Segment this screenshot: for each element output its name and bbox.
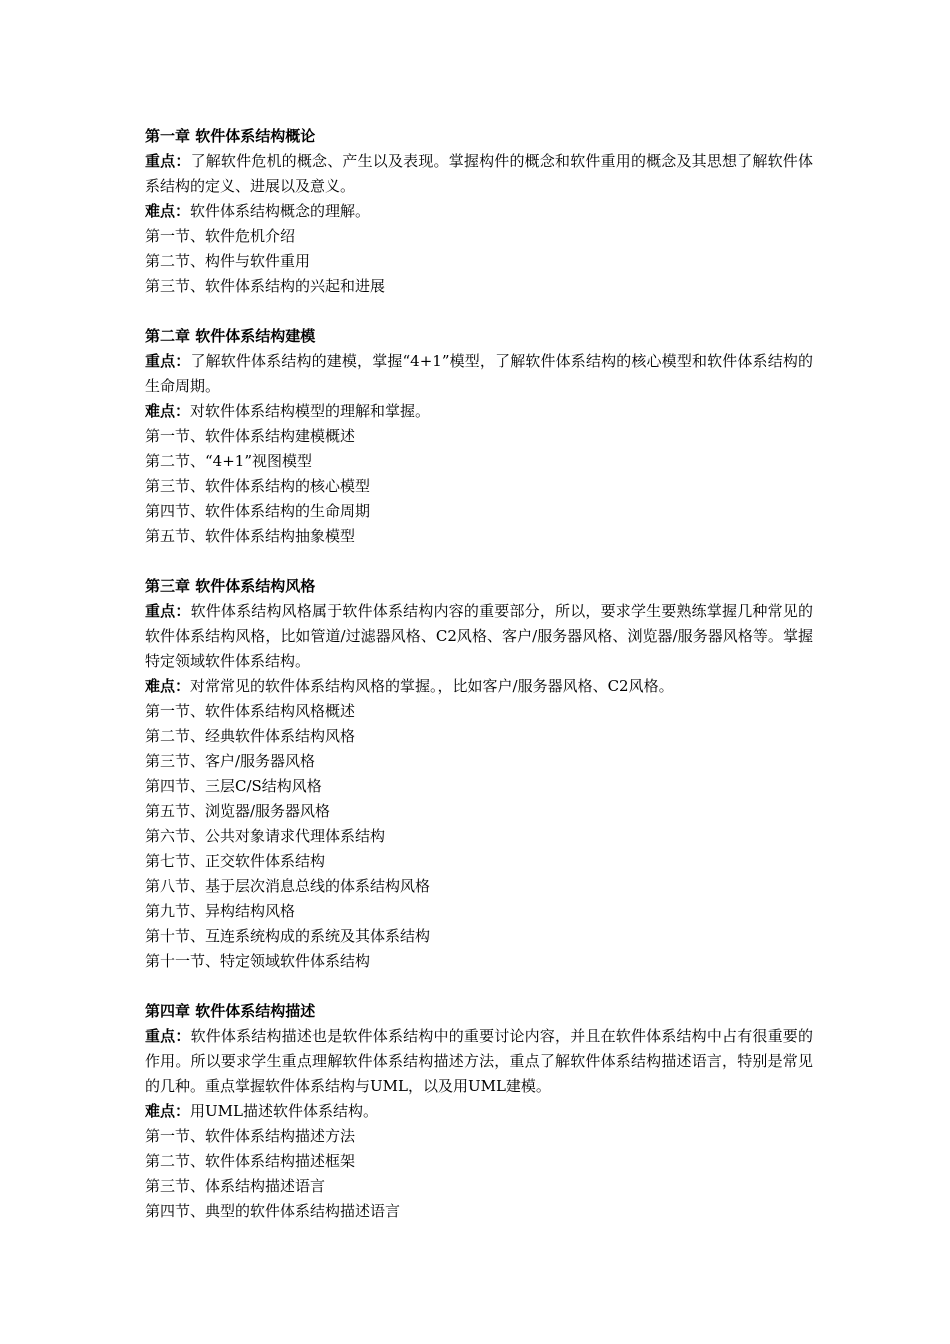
difficulty-text: 对常常见的软件体系结构风格的掌握。，比如客户/服务器风格、C2风格。 (190, 677, 674, 695)
difficulty-label: 难点： (145, 677, 191, 695)
difficulty-text: 软件体系结构概念的理解。 (190, 202, 371, 220)
chapter-2 (145, 324, 813, 549)
section-item: 第三节、软件体系结构的核心模型 (145, 477, 371, 495)
section-item: 第四节、软件体系结构的生命周期 (145, 502, 371, 520)
section-item: 第二节、经典软件体系结构风格 (145, 727, 356, 745)
section-item: 第四节、典型的软件体系结构描述语言 (145, 1202, 401, 1220)
difficulty (145, 674, 813, 699)
difficulty (145, 1099, 813, 1124)
key-points (145, 349, 813, 399)
chapter-title: 第一章 软件体系结构概论 (145, 127, 316, 145)
section-item: 第一节、软件体系结构风格概述 (145, 702, 356, 720)
difficulty-label: 难点： (145, 202, 191, 220)
section-item: 第七节、正交软件体系结构 (145, 852, 326, 870)
difficulty (145, 399, 813, 424)
section-item: 第六节、公共对象请求代理体系结构 (145, 827, 386, 845)
section-item: 第二节、构件与软件重用 (145, 252, 311, 270)
section-item: 第十一节、特定领域软件体系结构 (145, 952, 371, 970)
key-text: 了解软件体系结构的建模，掌握“4+1”模型，了解软件体系结构的核心模型和软件体系结构的生命周期。 (145, 352, 813, 395)
difficulty-label: 难点： (145, 1102, 191, 1120)
section-item: 第五节、软件体系结构抽象模型 (145, 527, 356, 545)
chapter-4 (145, 999, 813, 1224)
section-item: 第四节、三层C/S结构风格 (145, 777, 322, 795)
key-text: 软件体系结构描述也是软件体系结构中的重要讨论内容，并且在软件体系结构中占有很重要的作用。所以要求学生重点理解软件体系结构描述方法，重点了解软件体系结构描述语言，特别是常见的几种。重点掌握软件体系结构与UML，以及用UML建模。 (145, 1027, 813, 1095)
difficulty-text: 用UML描述软件体系结构。 (190, 1102, 378, 1120)
section-item: 第九节、异构结构风格 (145, 902, 296, 920)
key-label: 重点： (145, 152, 191, 170)
key-points (145, 149, 813, 199)
chapter-title: 第三章 软件体系结构风格 (145, 577, 316, 595)
section-item: 第五节、浏览器/服务器风格 (145, 802, 331, 820)
section-item: 第一节、软件体系结构建模概述 (145, 427, 356, 445)
section-item: 第三节、客户/服务器风格 (145, 752, 316, 770)
section-item: 第三节、软件体系结构的兴起和进展 (145, 277, 386, 295)
section-item: 第二节、软件体系结构描述框架 (145, 1152, 356, 1170)
chapter-1 (145, 124, 813, 299)
key-label: 重点： (145, 352, 191, 370)
difficulty-text: 对软件体系结构模型的理解和掌握。 (190, 402, 431, 420)
section-item: 第二节、“4+1”视图模型 (145, 452, 312, 470)
chapter-title: 第四章 软件体系结构描述 (145, 1002, 316, 1020)
key-label: 重点： (145, 1027, 191, 1045)
key-points (145, 599, 813, 674)
key-points (145, 1024, 813, 1099)
chapter-3 (145, 574, 813, 974)
section-item: 第一节、软件危机介绍 (145, 227, 296, 245)
section-item: 第一节、软件体系结构描述方法 (145, 1127, 356, 1145)
difficulty (145, 199, 813, 224)
chapter-title: 第二章 软件体系结构建模 (145, 327, 316, 345)
section-item: 第八节、基于层次消息总线的体系结构风格 (145, 877, 431, 895)
difficulty-label: 难点： (145, 402, 191, 420)
document-page (145, 124, 813, 1249)
key-text: 软件体系结构风格属于软件体系结构内容的重要部分，所以，要求学生要熟练掌握几种常见的软件体系结构风格，比如管道/过滤器风格、C2风格、客户/服务器风格、浏览器/服务器风格等。掌握特定领域软件体系结构。 (145, 602, 813, 670)
section-item: 第十节、互连系统构成的系统及其体系结构 (145, 927, 431, 945)
key-label: 重点： (145, 602, 191, 620)
section-item: 第三节、体系结构描述语言 (145, 1177, 326, 1195)
key-text: 了解软件危机的概念、产生以及表现。掌握构件的概念和软件重用的概念及其思想了解软件体系结构的定义、进展以及意义。 (145, 152, 813, 195)
